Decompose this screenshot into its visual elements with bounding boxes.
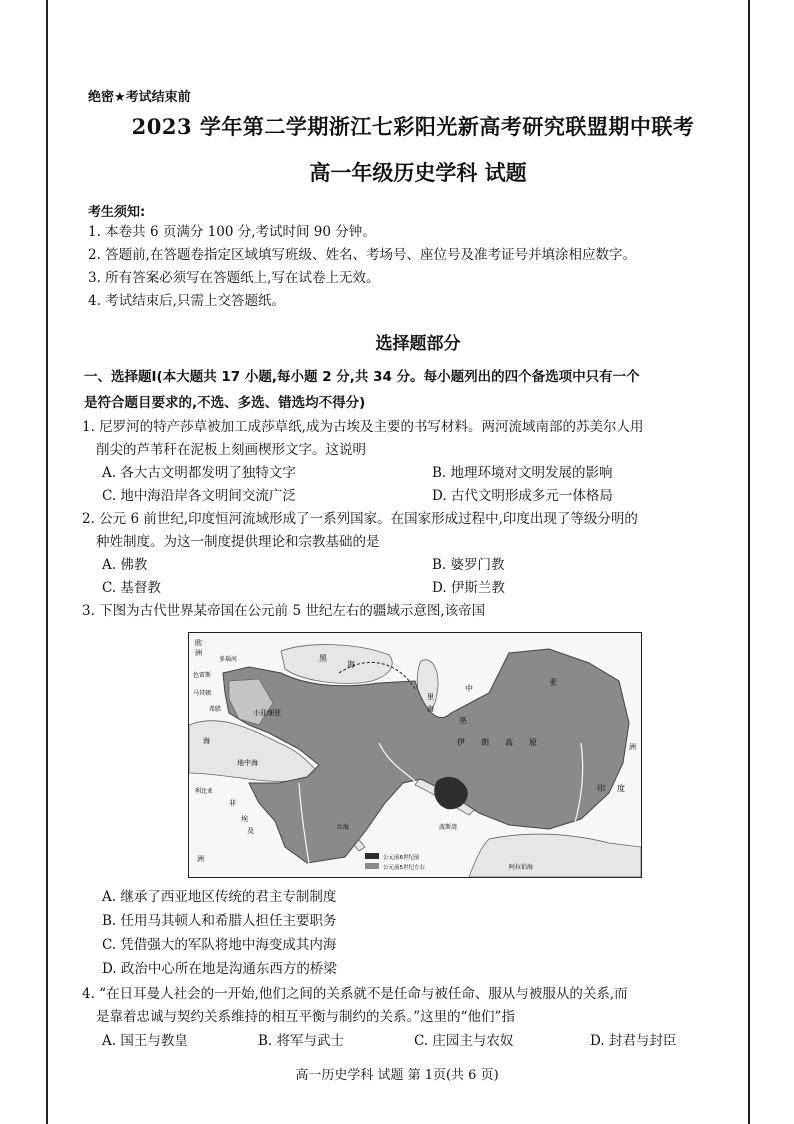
- map-label: 伊: [457, 738, 465, 747]
- map-label: 非: [229, 799, 236, 807]
- map-label: 亚: [549, 678, 557, 687]
- map-label: 及: [247, 827, 254, 835]
- map-svg: [189, 633, 641, 877]
- map-label: 多瑙河: [219, 656, 238, 663]
- notice-heading: 考生须知:: [88, 205, 146, 220]
- map-label: 海: [347, 660, 355, 669]
- part-instructions: [84, 364, 748, 416]
- notice-item: 4. 考试结束后,只需上交答题纸。: [88, 293, 285, 309]
- question-text: 是靠着忠诚与契约关系维持的相互平衡与制约的关系。”这里的“他们”指: [96, 1009, 515, 1025]
- question-3: [82, 600, 748, 623]
- notice-item: 3. 所有答案必须写在答题纸上,写在试卷上无效。: [88, 270, 380, 286]
- map-label: 红海: [337, 824, 350, 831]
- map-label: 利比亚: [195, 788, 214, 795]
- candidate-notice: [88, 201, 748, 311]
- map-label: 里: [427, 693, 434, 701]
- question-text: 削尖的芦苇秆在泥板上刻画楔形文字。这说明: [96, 442, 366, 458]
- option-d: D. 政治中心所在地是沟通东西方的桥梁: [102, 961, 337, 977]
- exam-subtitle: 高一年级历史学科 试题: [309, 160, 527, 185]
- map-label: 地中海: [237, 759, 258, 767]
- exam-page: [82, 86, 748, 1053]
- map-label: 高: [505, 738, 513, 747]
- option-d: D. 封君与封臣: [590, 1033, 677, 1049]
- map-label: 海: [427, 705, 434, 713]
- question-2-options: [102, 554, 748, 600]
- question-text: 1. 尼罗河的特产莎草被加工成莎草纸,成为古埃及主要的书写材料。两河流域南部的苏美尔人用: [82, 419, 644, 435]
- confidential-mark: 绝密★考试结束前: [88, 90, 191, 105]
- option-d: D. 古代文明形成多元一体格局: [432, 488, 613, 504]
- question-text: 2. 公元 6 前世纪,印度恒河流域形成了一系列国家。在国家形成过程中,印度出现了等级分明的: [82, 511, 638, 527]
- map-label: 色雷斯: [193, 672, 212, 679]
- map-label: 黑: [319, 654, 327, 663]
- instructions-line: 一、选择题Ⅰ(本大题共 17 小题,每小题 2 分,共 34 分。每小题列出的四个备选项中只有一个: [84, 369, 640, 385]
- map-label: 希腊: [209, 706, 222, 713]
- question-1: [82, 416, 748, 462]
- map-label: 洲: [195, 649, 202, 657]
- map-label: 原: [529, 738, 537, 747]
- map-label: 马其顿: [193, 690, 212, 697]
- map-label: 阿拉伯海: [509, 864, 534, 871]
- option-b: B. 婆罗门教: [432, 557, 505, 573]
- legend-label: 公元前5世纪左右: [383, 865, 425, 871]
- map-label: 印: [597, 784, 605, 793]
- exam-title: 2023 学年第二学期浙江七彩阳光新高考研究联盟期中联考: [131, 114, 695, 139]
- page-footer: 高一历史学科 试题 第 1页(共 6 页): [295, 1068, 499, 1083]
- option-b: B. 任用马其顿人和希腊人担任主要职务: [102, 913, 337, 929]
- option-c: C. 地中海沿岸各文明间交流广泛: [102, 488, 296, 504]
- option-c: C. 基督教: [102, 580, 161, 596]
- question-text: 4. “在日耳曼人社会的一开始,他们之间的关系就不是任命与被任命、服从与被服从的关系,而: [82, 986, 628, 1002]
- notice-item: 1. 本卷共 6 页满分 100 分,考试时间 90 分钟。: [88, 224, 376, 240]
- option-c: C. 庄园主与农奴: [414, 1033, 514, 1049]
- map-label: 中: [465, 684, 473, 693]
- map-label: 埃: [241, 815, 248, 823]
- option-a: A. 各大古文明都发明了独特文字: [102, 465, 296, 481]
- map-label: 洲: [629, 743, 636, 751]
- question-2: [82, 508, 748, 554]
- question-text: 3. 下图为古代世界某帝国在公元前 5 世纪左右的疆域示意图,该帝国: [82, 603, 486, 619]
- map-label: 小亚细亚: [253, 709, 281, 717]
- map-label: 波斯湾: [439, 824, 458, 831]
- map-label: 度: [617, 784, 625, 793]
- option-a: A. 国王与教皇: [102, 1033, 188, 1049]
- legend-swatch-dark: [365, 853, 379, 859]
- question-3-options: [88, 885, 748, 981]
- instructions-line: 是符合题目要求的,不选、多选、错选均不得分): [84, 395, 366, 411]
- section-heading: 选择题部分: [375, 334, 461, 354]
- notice-item: 2. 答题前,在答题卷指定区域填写班级、姓名、考场号、座位号及准考证号并填涂相应数字。: [88, 247, 636, 263]
- map-label: 欧: [195, 639, 202, 647]
- empire-map: [188, 632, 642, 878]
- map-label: 海: [203, 737, 210, 745]
- legend-swatch-gray: [365, 863, 379, 869]
- map-label: 朗: [481, 738, 489, 747]
- question-text: 种姓制度。为这一制度提供理论和宗教基础的是: [96, 534, 380, 550]
- option-b: B. 将军与武士: [258, 1033, 345, 1049]
- map-label: 洲: [197, 855, 204, 863]
- option-c: C. 凭借强大的军队将地中海变成其内海: [102, 937, 337, 953]
- question-4: [82, 983, 748, 1029]
- legend-label: 公元前6世纪前: [383, 855, 420, 861]
- question-4-options: [102, 1029, 748, 1053]
- option-a: A. 佛教: [102, 557, 148, 573]
- question-1-options: [102, 462, 748, 508]
- option-a: A. 继承了西亚地区传统的君主专制制度: [102, 889, 337, 905]
- option-d: D. 伊斯兰教: [432, 580, 505, 596]
- option-b: B. 地理环境对文明发展的影响: [432, 465, 613, 481]
- left-scan-border: [46, 0, 48, 1124]
- map-label: 巫: [459, 716, 467, 725]
